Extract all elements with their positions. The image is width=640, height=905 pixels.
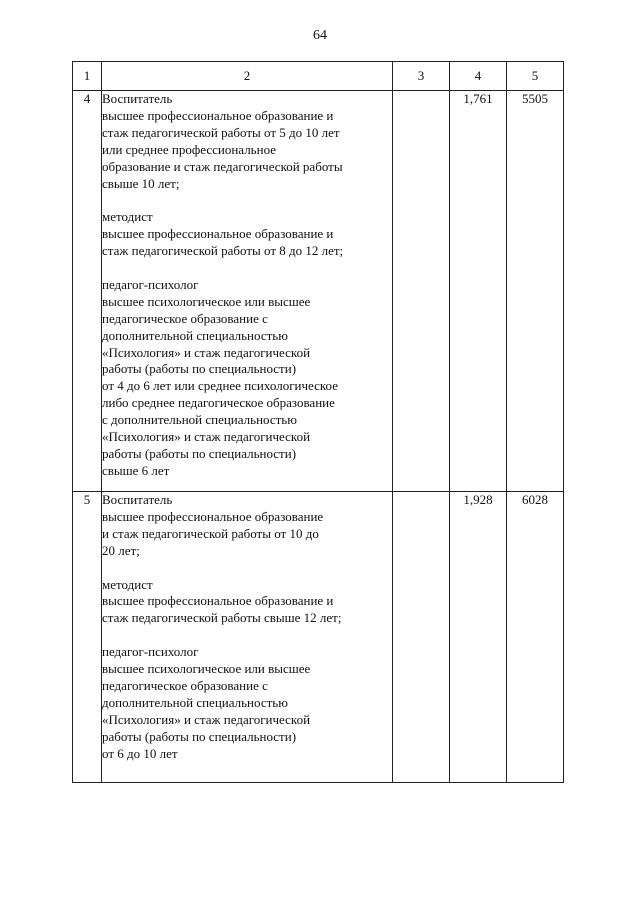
salary-value: 5505 (507, 91, 564, 492)
requirement-block-psychologist: педагог-психолог высшее психологическое или высшее педагогическое образование с дополнительной специальностью «Психология» и стаж педагогической работы (работы по специальности) от 4 до 6 лет или среднее психологическое либо среднее педагогическое образование с дополнительной специальностью «Психология» и стаж педагогической работы (работы по специальности) свыше 6 лет (102, 276, 338, 478)
position-requirements (102, 492, 393, 783)
salary-table (72, 61, 564, 783)
position-requirements (102, 91, 393, 492)
requirement-block-educator: Воспитатель высшее профессиональное образование и стаж педагогической работы от 10 до 20 лет; (102, 492, 324, 558)
table-row (73, 91, 564, 492)
col3-value (393, 492, 450, 783)
coefficient-value: 1,761 (450, 91, 507, 492)
header-col-1: 1 (73, 62, 102, 91)
header-col-3: 3 (393, 62, 450, 91)
header-col-4: 4 (450, 62, 507, 91)
requirement-block-methodist: методист высшее профессиональное образование и стаж педагогической работы свыше 12 лет; (102, 576, 342, 626)
requirement-block-psychologist: педагог-психолог высшее психологическое или высшее педагогическое образование с дополнительной специальностью «Психология» и стаж педагогической работы (работы по специальности) от 6 до 10 лет (102, 644, 311, 761)
salary-value: 6028 (507, 492, 564, 783)
row-number: 5 (73, 492, 102, 783)
requirement-block-educator: Воспитатель высшее профессиональное образование и стаж педагогической работы от 5 до 10 лет или среднее профессиональное образование и стаж педагогической работы свыше 10 лет; (102, 91, 343, 191)
page-number: 64 (313, 28, 327, 43)
requirement-block-methodist: методист высшее профессиональное образование и стаж педагогической работы от 8 до 12 лет; (102, 209, 344, 259)
header-col-2: 2 (102, 62, 393, 91)
header-col-5: 5 (507, 62, 564, 91)
col3-value (393, 91, 450, 492)
row-number: 4 (73, 91, 102, 492)
table-row (73, 492, 564, 783)
table-header-row (73, 62, 564, 91)
coefficient-value: 1,928 (450, 492, 507, 783)
